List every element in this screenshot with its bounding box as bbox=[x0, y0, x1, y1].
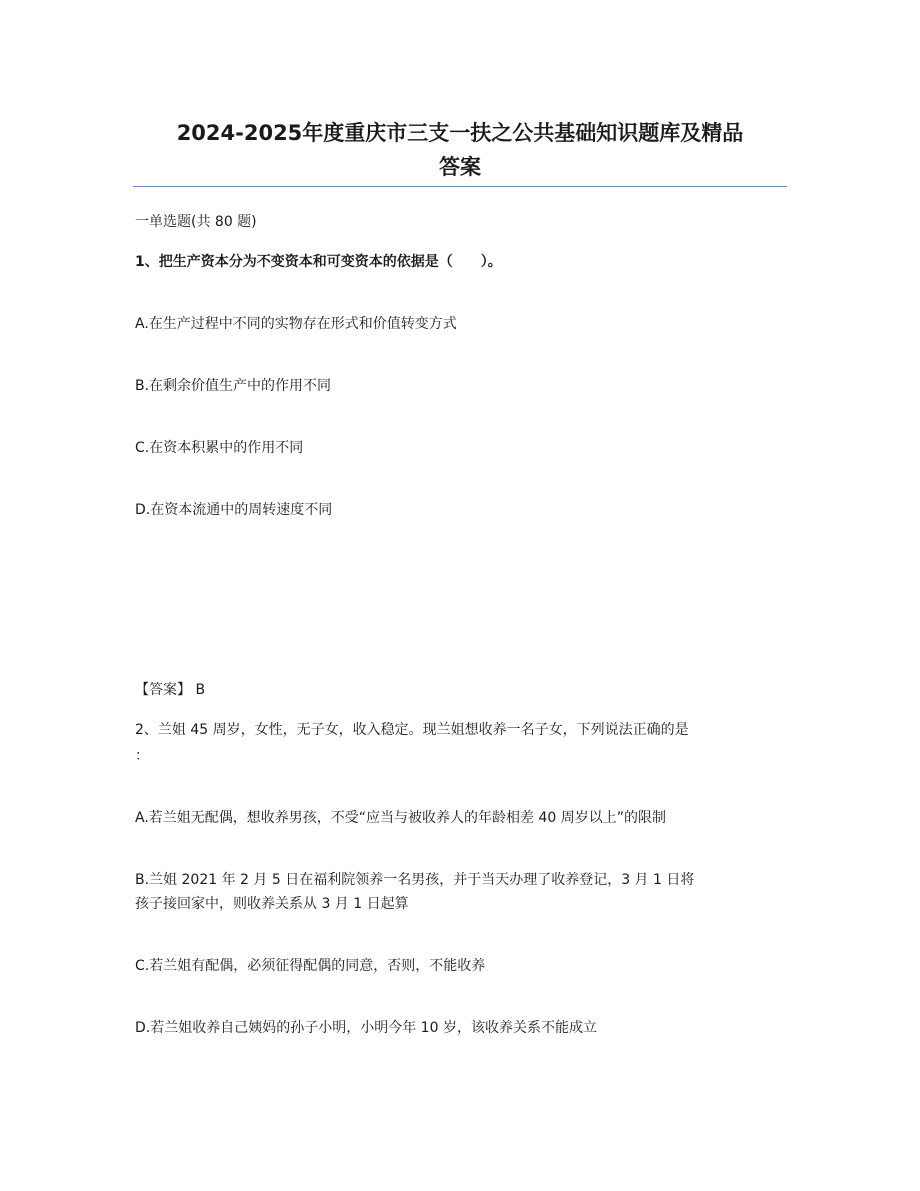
question-2-option-b-line-1: B.兰姐 2021 年 2 月 5 日在福利院领养一名男孩，并于当天办理了收养登记，3 月 1 日将 bbox=[135, 872, 695, 888]
question-1-option-c: C.在资本积累中的作用不同 bbox=[135, 440, 304, 456]
question-1-answer: 【答案】 B bbox=[135, 682, 206, 698]
question-2-option-d: D.若兰姐收养自己姨妈的孙子小明，小明今年 10 岁，该收养关系不能成立 bbox=[135, 1020, 597, 1036]
question-2-option-a: A.若兰姐无配偶，想收养男孩，不受“应当与被收养人的年龄相差 40 周岁以上”的限制 bbox=[135, 810, 666, 826]
question-1-option-d: D.在资本流通中的周转速度不同 bbox=[135, 502, 333, 518]
document-title-line-2: 答案 bbox=[439, 155, 481, 179]
question-2-option-b-line-2: 孩子接回家中，则收养关系从 3 月 1 日起算 bbox=[135, 896, 409, 912]
title-divider bbox=[133, 186, 787, 187]
section-heading: 一单选题(共 80 题) bbox=[135, 214, 257, 230]
document-title-line-1: 2024-2025年度重庆市三支一扶之公共基础知识题库及精品 bbox=[176, 121, 744, 145]
question-2-stem-line-2: ： bbox=[135, 748, 149, 764]
question-2-option-c: C.若兰姐有配偶，必须征得配偶的同意，否则，不能收养 bbox=[135, 958, 486, 974]
question-1-stem: 1、把生产资本分为不变资本和可变资本的依据是（ ）。 bbox=[135, 254, 502, 270]
question-1-option-b: B.在剩余价值生产中的作用不同 bbox=[135, 378, 332, 394]
question-2-stem-line-1: 2、兰姐 45 周岁，女性，无子女，收入稳定。现兰姐想收养一名子女，下列说法正确的是 bbox=[135, 722, 689, 738]
question-1-option-a: A.在生产过程中不同的实物存在形式和价值转变方式 bbox=[135, 316, 457, 332]
